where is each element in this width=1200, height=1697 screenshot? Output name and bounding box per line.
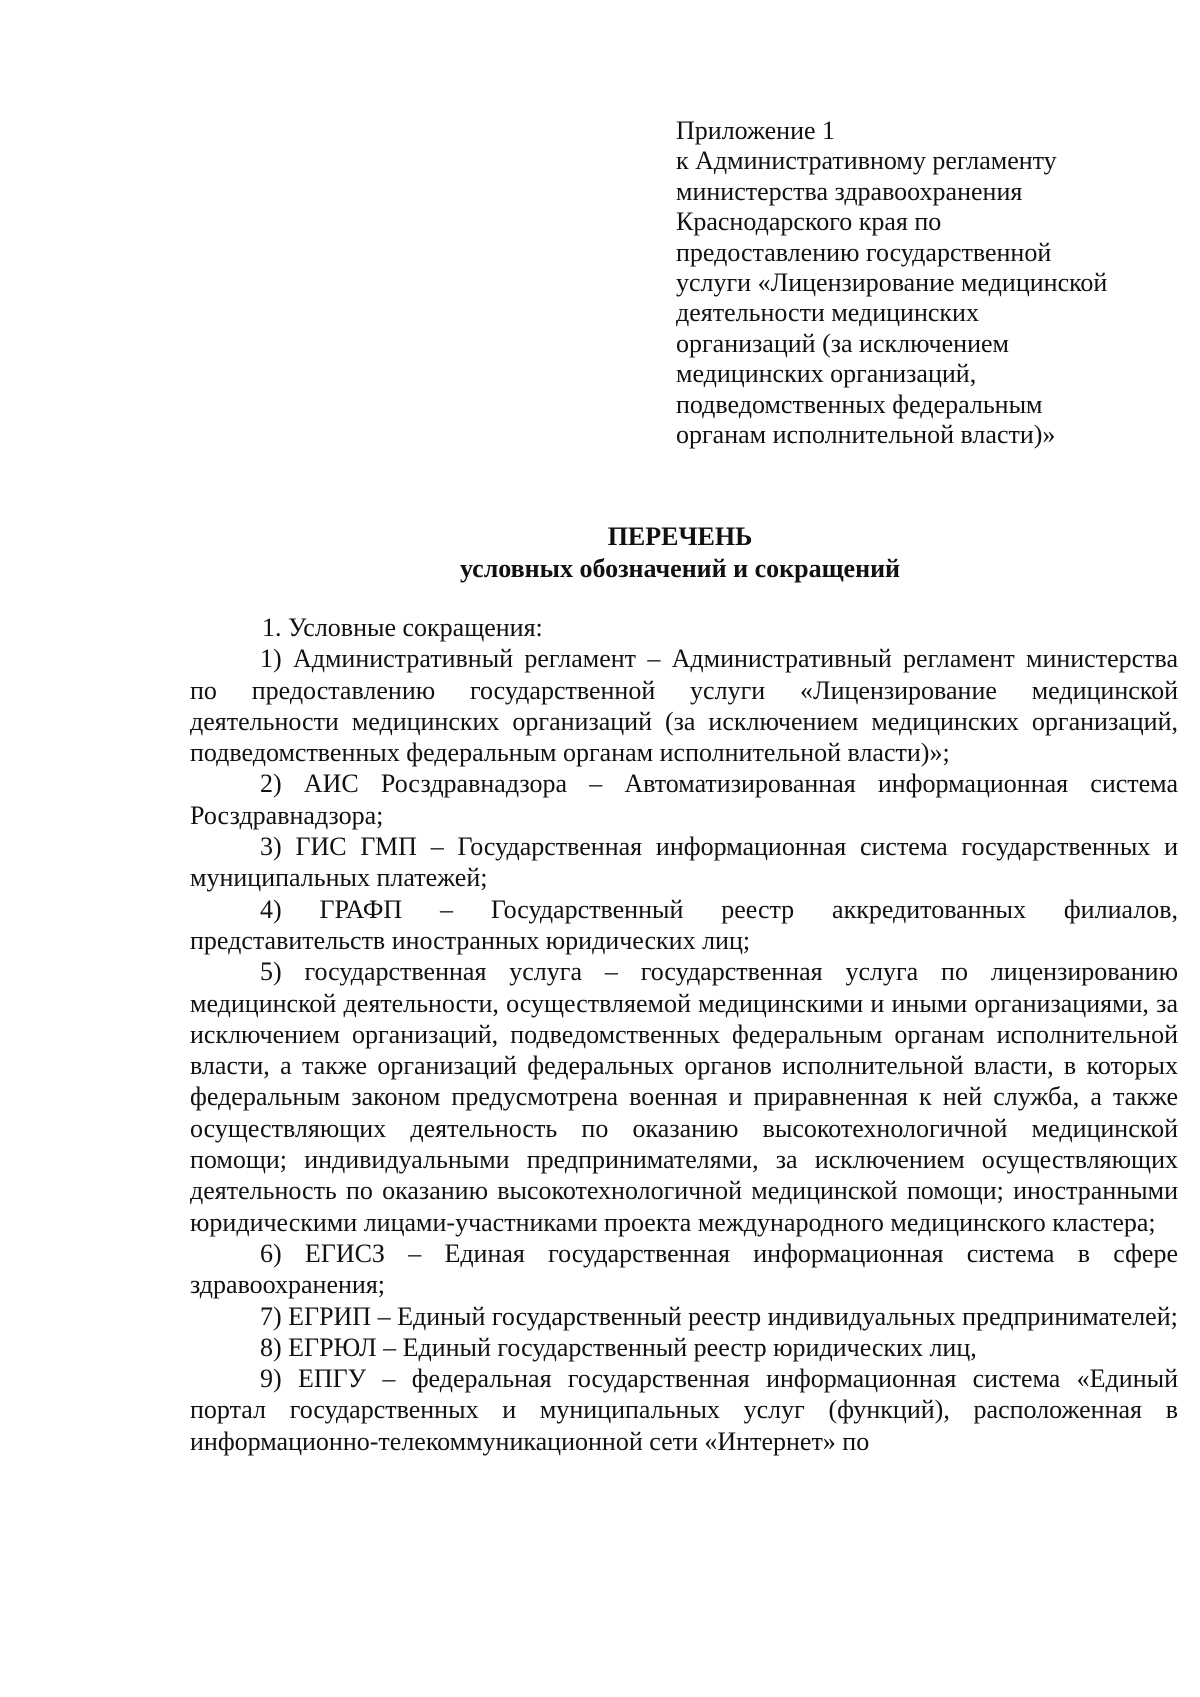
annex-line: медицинских организаций, bbox=[676, 359, 977, 389]
document-title: ПЕРЕЧЕНЬ bbox=[607, 522, 753, 551]
annex-line: министерства здравоохранения bbox=[676, 176, 1023, 206]
annex-line: деятельности медицинских bbox=[676, 298, 979, 328]
abbreviations-list bbox=[190, 612, 1178, 1457]
annex-line: предоставлению государственной bbox=[676, 237, 1052, 267]
annex-reference-block bbox=[676, 116, 1176, 450]
section-heading: 1. Условные сокращения: bbox=[262, 613, 543, 642]
list-item: 7) ЕГРИП – Единый государственный реестр индивидуальных предпринимателей; bbox=[260, 1301, 1178, 1331]
list-item: 9) ЕПГУ – федеральная государственная информационная система «Единый портал государственных и муниципальных услуг (функций), расположенная в информационно-телекоммуникационной сети «Интернет» по bbox=[190, 1364, 1178, 1456]
annex-line: подведомственных федеральным bbox=[676, 389, 1043, 419]
list-item: 1) Административный регламент – Административный регламент министерства по предоставлению государственной услуги «Лицензирование медицинской деятельности медицинских организаций (за исключением медицинских организаций, подведомственных федеральным органам исполнительной власти)»; bbox=[190, 644, 1178, 768]
document-subtitle: условных обозначений и сокращений bbox=[459, 554, 901, 583]
annex-line: Приложение 1 bbox=[676, 116, 836, 145]
annex-line: органам исполнительной власти)» bbox=[676, 420, 1056, 450]
annex-line: организаций (за исключением bbox=[676, 328, 1009, 358]
list-item: 2) АИС Росздравнадзора – Автоматизированная информационная система Росздравнадзора; bbox=[190, 769, 1178, 830]
list-item: 5) государственная услуга – государственная услуга по лицензированию медицинской деятельности, осуществляемой медицинскими и иными организациями, за исключением организаций, подведомственных федеральным органам исполнительной власти, а также организаций федеральных органов исполнительной власти, в которых федеральным законом предусмотрена военная и приравненная к ней служба, а также осуществляющих деятельность по оказанию высокотехнологичной медицинской помощи; индивидуальными предпринимателями, за исключением осуществляющих деятельность по оказанию высокотехнологичной медицинской помощи; иностранными юридическими лицами-участниками проекта международного медицинского кластера; bbox=[190, 957, 1178, 1237]
list-item: 3) ГИС ГМП – Государственная информационная система государственных и муниципальных платежей; bbox=[190, 832, 1178, 893]
list-item: 6) ЕГИСЗ – Единая государственная информационная система в сфере здравоохранения; bbox=[190, 1238, 1178, 1300]
list-item: 4) ГРАФП – Государственный реестр аккредитованных филиалов, представительств иностранных юридических лиц; bbox=[190, 894, 1178, 955]
annex-line: услуги «Лицензирование медицинской bbox=[676, 268, 1108, 298]
list-item: 8) ЕГРЮЛ – Единый государственный реестр юридических лиц, bbox=[260, 1332, 977, 1362]
annex-line: Краснодарского края по bbox=[676, 207, 942, 237]
annex-line: к Административному регламенту bbox=[676, 146, 1057, 176]
